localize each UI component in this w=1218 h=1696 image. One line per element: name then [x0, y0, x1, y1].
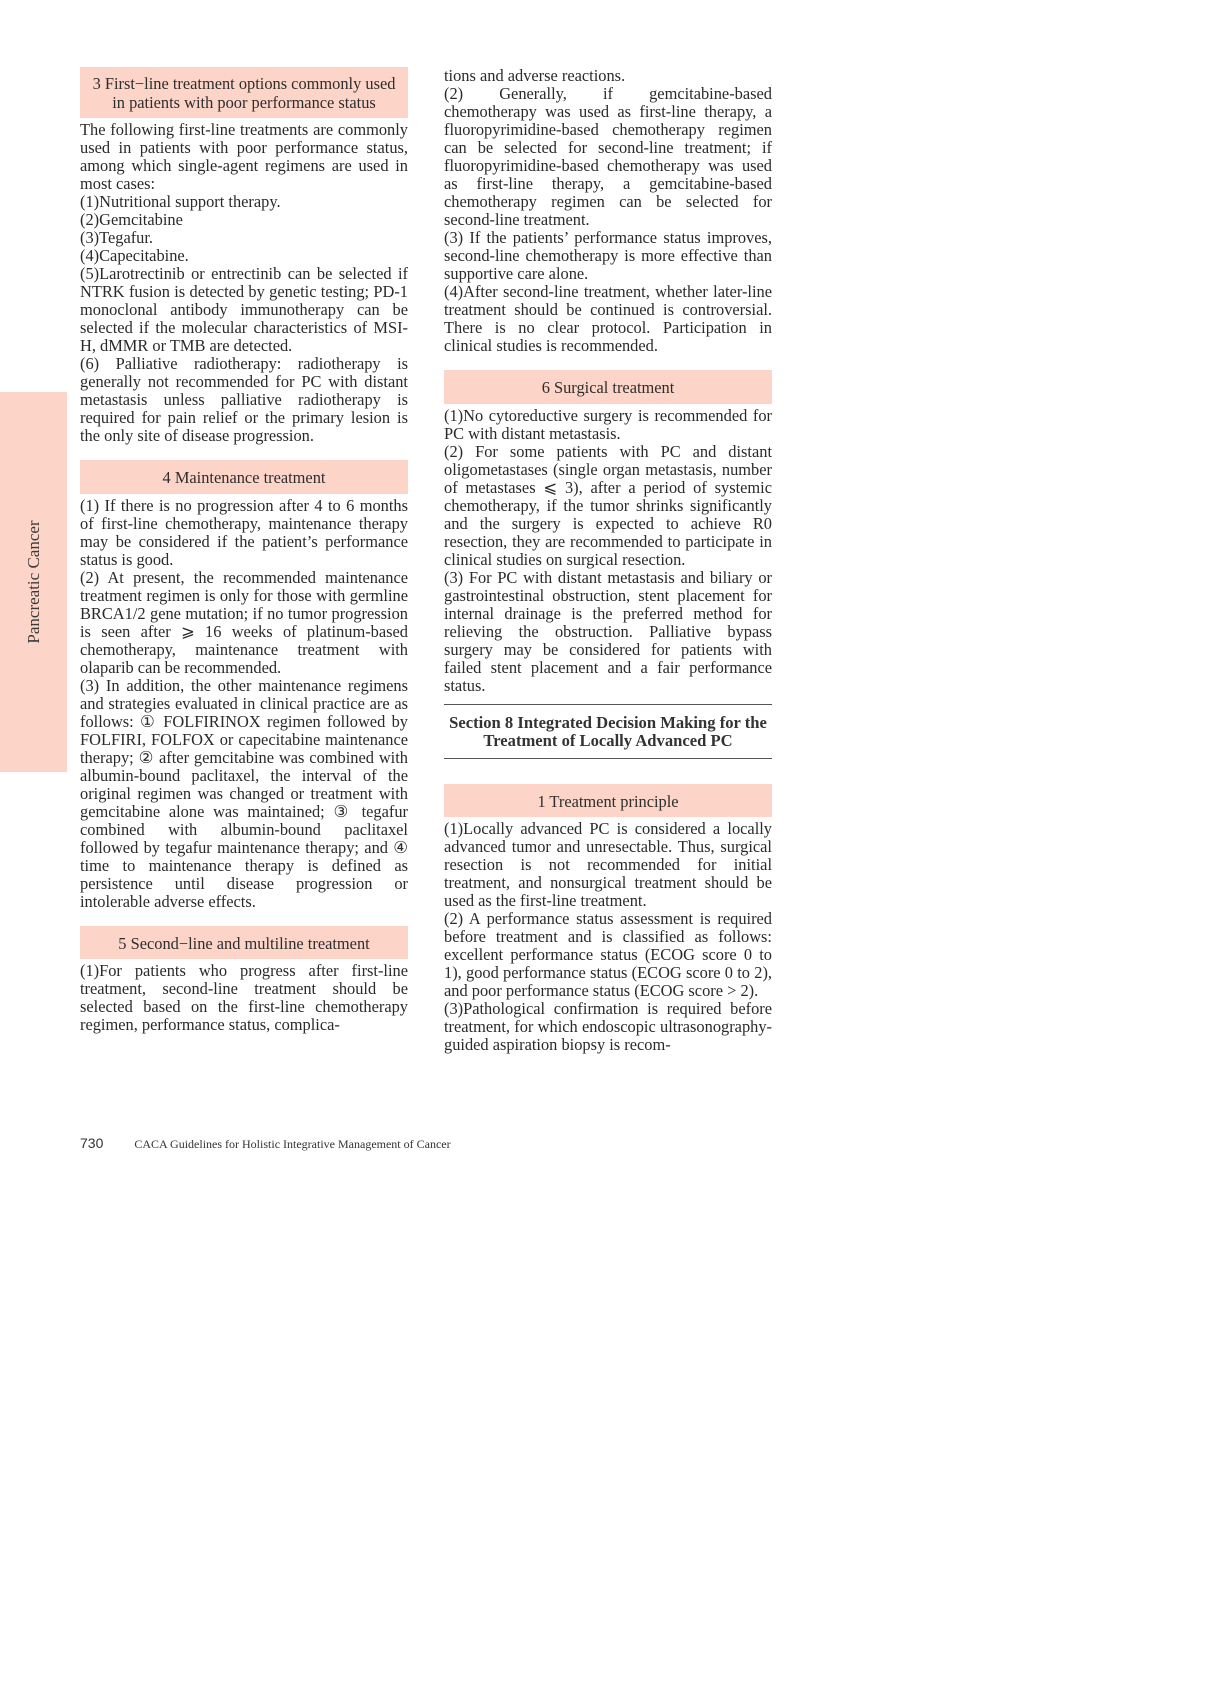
section-4-heading: 4 Maintenance treatment [80, 460, 408, 494]
section-3-intro: The following first-line treatments are commonly used in patients with poor performance status, among which single-agent regimens are used in most cases: [80, 120, 408, 193]
list-item: (2) At present, the recommended maintenance treatment regimen is only for those with germline BRCA1/2 gene mutation; if no tumor progression is seen after ⩾ 16 weeks of platinum-based chemotherapy, maintenance treatment with olaparib can be recommended. [80, 567, 408, 677]
page-footer [80, 1135, 451, 1152]
right-column [444, 67, 772, 1054]
list-item: (2) Generally, if gemcitabine-based chemotherapy was used as first-line therapy, a fluoropyrimidine-based chemotherapy regimen can be selected for second-line treatment; if fluoropyrimidine-based chemotherapy was used as first-line therapy, a gemcitabine-based chemotherapy regimen can be selected for second-line treatment. [444, 84, 772, 229]
section-8-1-heading: 1 Treatment principle [444, 784, 772, 818]
list-item: (1)Nutritional support therapy. [80, 192, 281, 211]
list-item: (1)Locally advanced PC is considered a locally advanced tumor and unresectable. Thus, surgical resection is not recommended for initial treatment, and nonsurgical treatment should be used as the first-line treatment. [444, 819, 772, 910]
list-item: (1)No cytoreductive surgery is recommended for PC with distant metastasis. [444, 405, 772, 443]
list-item: (3)Tegafur. [80, 228, 154, 247]
list-item: (5)Larotrectinib or entrectinib can be selected if NTRK fusion is detected by genetic testing; PD-1 monoclonal antibody immunotherapy can be selected if the molecular characteristics of MSI-H, dMMR or TMB are detected. [80, 264, 408, 355]
list-item: (2) For some patients with PC and distant oligometastases (single organ metastasis, number of metastases ⩽ 3), after a period of systemic chemotherapy, if the tumor shrinks significantly and the surgery is expected to achieve R0 resection, they are recommended to participate in clinical studies on surgical resection. [444, 441, 772, 569]
list-item: (6) Palliative radiotherapy: radiotherapy is generally not recommended for PC with distant metastasis unless palliative radiotherapy is required for pain relief or the primary lesion is the only site of disease progression. [80, 354, 408, 445]
list-item: (2)Gemcitabine [80, 210, 183, 229]
list-item: (3) For PC with distant metastasis and biliary or gastrointestinal obstruction, stent placement for internal drainage is the preferred method for relieving the obstruction. Palliative bypass surgery may be considered for patients with failed stent placement and a fair performance status. [444, 567, 772, 695]
page-number: 730 [80, 1135, 104, 1151]
list-item: (4)After second-line treatment, whether later-line treatment should be continued is controversial. There is no clear protocol. Participation in clinical studies is recommended. [444, 282, 772, 355]
journal-title: CACA Guidelines for Holistic Integrative Management of Cancer [134, 1137, 451, 1151]
side-tab-label: Pancreatic Cancer [23, 520, 43, 644]
list-item: (2) A performance status assessment is required before treatment and is classified as follows: excellent performance status (ECOG score 0 to 1), good performance status (ECOG score 0 to 2), and poor performance status (ECOG score > 2). [444, 909, 772, 1000]
list-item: (3)Pathological confirmation is required before treatment, for which endoscopic ultrasonography-guided aspiration biopsy is recom- [444, 999, 772, 1054]
list-item: (4)Capecitabine. [80, 246, 189, 265]
list-item: (3) If the patients’ performance status improves, second-line chemotherapy is more effective than supportive care alone. [444, 228, 772, 283]
continuation-text: tions and adverse reactions. [444, 66, 626, 85]
section-5-heading: 5 Second−line and multiline treatment [80, 926, 408, 960]
side-tab [0, 392, 67, 772]
section-8-title: Section 8 Integrated Decision Making for the Treatment of Locally Advanced PC [444, 704, 772, 759]
section-6-heading: 6 Surgical treatment [444, 370, 772, 404]
left-column [80, 67, 408, 1034]
list-item: (3) In addition, the other maintenance regimens and strategies evaluated in clinical practice are as follows: ① FOLFIRINOX regimen followed by FOLFIRI, FOLFOX or capecitabine maintenance therapy; ② after gemcitabine was combined with albumin-bound paclitaxel, the interval of the original regimen was changed or treatment with gemcitabine alone was maintained; ③ tegafur combined with albumin-bound paclitaxel followed by tegafur maintenance therapy; and ④ time to maintenance therapy is defined as persistence until disease progression or intolerable adverse effects. [80, 675, 408, 911]
list-item: (1)For patients who progress after first-line treatment, second-line treatment should be selected based on the first-line chemotherapy regimen, performance status, complica- [80, 961, 408, 1034]
section-3-heading: 3 First−line treatment options commonly used in patients with poor performance status [80, 67, 408, 118]
list-item: (1) If there is no progression after 4 to 6 months of first-line chemotherapy, maintenance therapy may be considered if the patient’s performance status is good. [80, 495, 408, 569]
